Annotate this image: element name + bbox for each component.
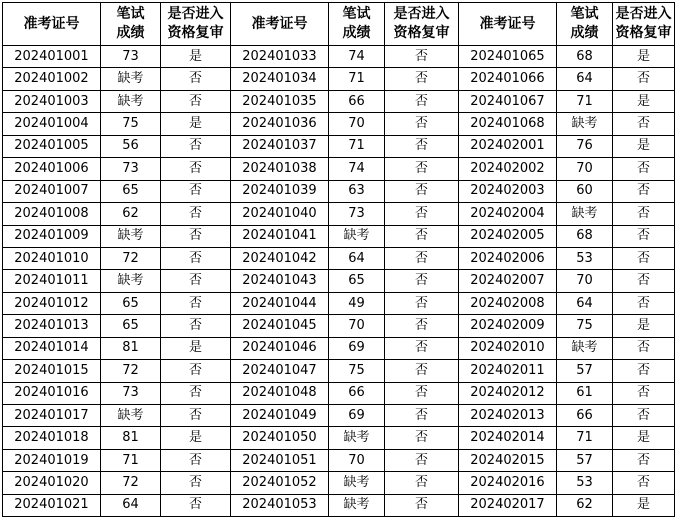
score-cell: 65 [101,292,161,314]
score-cell: 缺考 [329,472,385,494]
table-row [3,90,675,112]
review-cell: 否 [161,382,231,404]
review-cell: 否 [613,405,675,427]
exam-id-cell: 202401046 [231,337,329,359]
review-cell: 否 [613,337,675,359]
exam-id-cell: 202402008 [459,292,557,314]
header-review-label-line1: 是否进入 [167,6,224,22]
review-cell: 是 [161,113,231,135]
table-row [3,337,675,359]
score-cell: 69 [329,405,385,427]
review-cell: 否 [385,405,459,427]
review-cell: 否 [385,90,459,112]
score-cell: 53 [557,247,613,269]
score-cell: 60 [557,180,613,202]
review-cell: 否 [613,449,675,471]
exam-id-cell: 202401065 [459,46,557,68]
table-row [3,180,675,202]
score-cell: 56 [101,135,161,157]
review-cell: 是 [613,46,675,68]
score-cell: 65 [329,270,385,292]
header-review-3 [613,3,675,46]
score-cell: 73 [101,46,161,68]
table-row [3,405,675,427]
exam-id-cell: 202401048 [231,382,329,404]
exam-id-cell: 202401037 [231,135,329,157]
review-cell: 否 [385,292,459,314]
review-cell: 否 [161,449,231,471]
header-review-label-line1: 是否进入 [393,6,450,22]
review-cell: 否 [385,270,459,292]
exam-id-cell: 202401066 [459,68,557,90]
exam-id-cell: 202402011 [459,360,557,382]
score-cell: 缺考 [329,225,385,247]
score-cell: 缺考 [101,405,161,427]
header-exam-id-label: 准考证号 [479,15,536,32]
review-cell: 否 [161,360,231,382]
exam-id-cell: 202402014 [459,427,557,449]
review-cell: 否 [161,472,231,494]
review-cell: 是 [613,494,675,516]
review-cell: 否 [385,472,459,494]
review-cell: 否 [385,113,459,135]
exam-id-cell: 202401010 [3,247,101,269]
exam-id-cell: 202401008 [3,203,101,225]
score-cell: 70 [329,449,385,471]
score-cell: 64 [101,494,161,516]
exam-id-cell: 202401021 [3,494,101,516]
score-cell: 65 [101,315,161,337]
exam-id-cell: 202401014 [3,337,101,359]
score-cell: 75 [101,113,161,135]
review-cell: 是 [161,46,231,68]
header-review-2 [385,3,459,46]
exam-id-cell: 202402003 [459,180,557,202]
score-cell: 71 [557,427,613,449]
exam-id-cell: 202401002 [3,68,101,90]
review-cell: 否 [161,494,231,516]
exam-id-cell: 202402009 [459,315,557,337]
exam-id-cell: 202401005 [3,135,101,157]
exam-id-cell: 202402013 [459,405,557,427]
score-cell: 74 [329,46,385,68]
review-cell: 是 [161,337,231,359]
exam-id-cell: 202402016 [459,472,557,494]
score-cell: 61 [557,382,613,404]
score-cell: 71 [329,68,385,90]
table-row [3,135,675,157]
review-cell: 否 [385,135,459,157]
score-cell: 70 [329,315,385,337]
table-row [3,315,675,337]
header-score-label-line2: 成绩 [342,25,371,41]
score-cell: 62 [101,203,161,225]
review-cell: 否 [161,135,231,157]
review-cell: 否 [385,46,459,68]
exam-id-cell: 202401013 [3,315,101,337]
table-row [3,270,675,292]
score-cell: 64 [557,68,613,90]
review-cell: 否 [385,427,459,449]
score-cell: 49 [329,292,385,314]
exam-id-cell: 202401034 [231,68,329,90]
exam-id-cell: 202401041 [231,225,329,247]
exam-id-cell: 202401045 [231,315,329,337]
score-cell: 71 [557,90,613,112]
exam-id-cell: 202401049 [231,405,329,427]
score-cell: 缺考 [557,113,613,135]
table-row [3,46,675,68]
score-cell: 81 [101,337,161,359]
exam-id-cell: 202401011 [3,270,101,292]
score-cell: 53 [557,472,613,494]
header-score-label-line1: 笔试 [570,6,599,22]
exam-id-cell: 202401003 [3,90,101,112]
header-score-label-line1: 笔试 [116,6,145,22]
score-cell: 72 [101,247,161,269]
review-cell: 否 [613,113,675,135]
review-cell: 否 [161,158,231,180]
score-cell: 57 [557,360,613,382]
review-cell: 否 [161,90,231,112]
score-cell: 72 [101,360,161,382]
exam-id-cell: 202402006 [459,247,557,269]
exam-id-cell: 202401006 [3,158,101,180]
exam-id-cell: 202401068 [459,113,557,135]
header-score-label-line2: 成绩 [116,25,145,41]
score-cell: 76 [557,135,613,157]
review-cell: 否 [613,270,675,292]
review-cell: 否 [613,225,675,247]
review-cell: 否 [613,360,675,382]
score-cell: 缺考 [557,337,613,359]
header-exam-id-1 [3,3,101,46]
review-cell: 是 [161,427,231,449]
score-cell: 70 [557,158,613,180]
table-row [3,382,675,404]
header-exam-id-label: 准考证号 [23,15,80,32]
results-sheet [2,2,675,517]
exam-id-cell: 202402007 [459,270,557,292]
exam-id-cell: 202401040 [231,203,329,225]
exam-id-cell: 202401001 [3,46,101,68]
score-cell: 缺考 [329,427,385,449]
table-row [3,247,675,269]
review-cell: 是 [613,427,675,449]
review-cell: 否 [385,180,459,202]
table-row [3,292,675,314]
review-cell: 否 [161,225,231,247]
exam-id-cell: 202402010 [459,337,557,359]
review-cell: 否 [385,337,459,359]
review-cell: 是 [613,315,675,337]
review-cell: 否 [385,360,459,382]
table-row [3,203,675,225]
score-cell: 73 [101,158,161,180]
exam-results-table [2,2,675,517]
score-cell: 63 [329,180,385,202]
score-cell: 74 [329,158,385,180]
exam-id-cell: 202401052 [231,472,329,494]
score-cell: 62 [557,494,613,516]
exam-id-cell: 202401039 [231,180,329,202]
header-exam-id-3 [459,3,557,46]
review-cell: 否 [385,158,459,180]
exam-id-cell: 202401035 [231,90,329,112]
score-cell: 66 [329,90,385,112]
exam-id-cell: 202401042 [231,247,329,269]
exam-id-cell: 202401004 [3,113,101,135]
exam-id-cell: 202401047 [231,360,329,382]
score-cell: 72 [101,472,161,494]
exam-id-cell: 202401038 [231,158,329,180]
table-row [3,225,675,247]
score-cell: 缺考 [329,494,385,516]
review-cell: 否 [613,247,675,269]
review-cell: 是 [613,135,675,157]
review-cell: 否 [161,68,231,90]
review-cell: 否 [385,315,459,337]
score-cell: 64 [329,247,385,269]
exam-id-cell: 202401018 [3,427,101,449]
exam-id-cell: 202401007 [3,180,101,202]
exam-id-cell: 202401044 [231,292,329,314]
score-cell: 66 [329,382,385,404]
score-cell: 75 [557,315,613,337]
review-cell: 否 [385,382,459,404]
review-cell: 否 [613,158,675,180]
exam-id-cell: 202402012 [459,382,557,404]
review-cell: 否 [385,247,459,269]
header-score-label-line1: 笔试 [342,6,371,22]
exam-id-cell: 202401017 [3,405,101,427]
review-cell: 否 [613,382,675,404]
exam-id-cell: 202401036 [231,113,329,135]
exam-id-cell: 202401050 [231,427,329,449]
header-score-1 [101,3,161,46]
table-row [3,113,675,135]
review-cell: 否 [161,405,231,427]
review-cell: 否 [161,292,231,314]
score-cell: 81 [101,427,161,449]
table-row [3,68,675,90]
exam-id-cell: 202401019 [3,449,101,471]
exam-id-cell: 202401016 [3,382,101,404]
review-cell: 否 [161,315,231,337]
table-body [3,46,675,517]
exam-id-cell: 202402002 [459,158,557,180]
exam-id-cell: 202401033 [231,46,329,68]
exam-id-cell: 202402017 [459,494,557,516]
header-review-label-line2: 资格复审 [393,25,450,41]
score-cell: 缺考 [101,68,161,90]
header-row [3,3,675,46]
score-cell: 73 [101,382,161,404]
review-cell: 否 [161,270,231,292]
review-cell: 否 [613,472,675,494]
score-cell: 70 [557,270,613,292]
table-row [3,427,675,449]
table-header [3,3,675,46]
table-row [3,449,675,471]
exam-id-cell: 202401067 [459,90,557,112]
table-row [3,472,675,494]
score-cell: 64 [557,292,613,314]
exam-id-cell: 202402001 [459,135,557,157]
score-cell: 缺考 [101,270,161,292]
score-cell: 缺考 [557,203,613,225]
review-cell: 否 [385,68,459,90]
review-cell: 否 [385,203,459,225]
review-cell: 否 [613,68,675,90]
review-cell: 否 [161,180,231,202]
review-cell: 否 [613,180,675,202]
exam-id-cell: 202401009 [3,225,101,247]
table-row [3,360,675,382]
score-cell: 71 [101,449,161,471]
score-cell: 68 [557,225,613,247]
review-cell: 否 [385,494,459,516]
score-cell: 75 [329,360,385,382]
review-cell: 是 [613,90,675,112]
review-cell: 否 [161,247,231,269]
score-cell: 65 [101,180,161,202]
exam-id-cell: 202401051 [231,449,329,471]
review-cell: 否 [613,203,675,225]
header-review-label-line2: 资格复审 [615,25,672,41]
review-cell: 否 [385,225,459,247]
score-cell: 57 [557,449,613,471]
header-review-1 [161,3,231,46]
header-review-label-line2: 资格复审 [167,25,224,41]
header-score-label-line2: 成绩 [570,25,599,41]
exam-id-cell: 202401020 [3,472,101,494]
exam-id-cell: 202402005 [459,225,557,247]
score-cell: 70 [329,113,385,135]
exam-id-cell: 202402004 [459,203,557,225]
header-exam-id-2 [231,3,329,46]
score-cell: 71 [329,135,385,157]
exam-id-cell: 202401015 [3,360,101,382]
score-cell: 73 [329,203,385,225]
score-cell: 69 [329,337,385,359]
exam-id-cell: 202401012 [3,292,101,314]
score-cell: 68 [557,46,613,68]
score-cell: 缺考 [101,90,161,112]
score-cell: 缺考 [101,225,161,247]
review-cell: 否 [385,449,459,471]
review-cell: 否 [613,292,675,314]
score-cell: 66 [557,405,613,427]
exam-id-cell: 202402015 [459,449,557,471]
header-score-3 [557,3,613,46]
header-score-2 [329,3,385,46]
table-row [3,494,675,516]
review-cell: 否 [161,203,231,225]
exam-id-cell: 202401053 [231,494,329,516]
header-exam-id-label: 准考证号 [251,15,308,32]
table-row [3,158,675,180]
header-review-label-line1: 是否进入 [615,6,672,22]
exam-id-cell: 202401043 [231,270,329,292]
